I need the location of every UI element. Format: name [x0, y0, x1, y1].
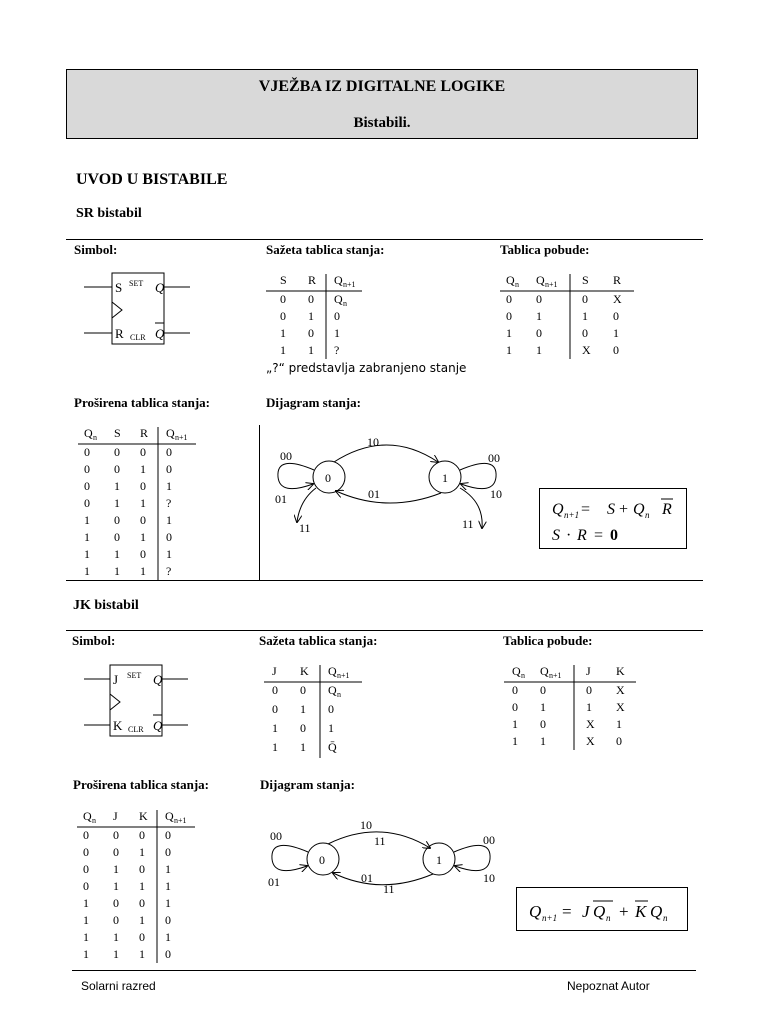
jk-ext-cell-5-2: 1: [139, 913, 145, 927]
jk-ext-cell-5-0: 1: [83, 913, 89, 927]
jk-exc-cell-0-1: 0: [540, 683, 546, 697]
sr-ext-cell-4-3: 1: [166, 513, 172, 527]
sr-ext-cell-6-0: 1: [84, 547, 90, 561]
jk-ext-cell-2-1: 1: [113, 862, 119, 876]
sr-exc-cell-2-2: 0: [582, 326, 588, 340]
jk-compact-cell-3-1: 1: [300, 740, 306, 754]
sr-bottom-rule: [66, 580, 703, 581]
svg-text:10: 10: [490, 487, 502, 501]
sr-exc-cell-2-3: 1: [613, 326, 619, 340]
sr-compact-header-0: S: [280, 273, 287, 287]
sr-ext-cell-2-2: 0: [140, 479, 146, 493]
jk-excitation-label: Tablica pobude:: [503, 633, 593, 648]
svg-text:n+1: n+1: [542, 913, 558, 923]
jk-compact-cell-2-2: 1: [328, 721, 334, 735]
svg-text:R: R: [577, 527, 587, 544]
jk-ext-cell-0-1: 0: [113, 828, 119, 842]
sr-ext-cell-5-3: 0: [166, 530, 172, 544]
sr-exc-cell-0-2: 0: [582, 292, 588, 306]
sr-exc-cell-0-1: 0: [536, 292, 542, 306]
jk-exc-cell-2-2: X: [586, 717, 595, 731]
svg-text:1: 1: [442, 471, 448, 485]
jk-ext-header-1: J: [113, 809, 118, 823]
jk-flipflop-symbol: [84, 662, 194, 742]
svg-text:01: 01: [275, 492, 287, 506]
sr-symbol-r: R: [115, 326, 124, 341]
jk-exc-cell-2-0: 1: [512, 717, 518, 731]
jk-compact-cell-3-0: 1: [272, 740, 278, 754]
sr-compact-header-1: R: [308, 273, 317, 287]
svg-text:01: 01: [268, 875, 280, 889]
jk-ext-cell-4-2: 0: [139, 896, 145, 910]
jk-ext-cell-1-0: 0: [83, 845, 89, 859]
jk-ext-cell-5-3: 0: [165, 913, 171, 927]
sr-ext-header-3: Q: [166, 426, 175, 440]
jk-ext-cell-3-1: 1: [113, 879, 119, 893]
jk-ext-header-3: Q: [165, 809, 174, 823]
svg-text:n: n: [645, 510, 650, 520]
jk-compact-cell-2-1: 0: [300, 721, 306, 735]
sr-extended-label: Proširena tablica stanja:: [74, 395, 211, 410]
sr-ext-cell-4-0: 1: [84, 513, 90, 527]
jk-compact-cell-1-2: 0: [328, 702, 334, 716]
jk-exc-header-sub-0: n: [521, 671, 525, 680]
jk-ext-cell-1-3: 0: [165, 845, 171, 859]
sr-exc-header-2: S: [582, 273, 589, 287]
footer-rule: [72, 970, 696, 971]
jk-ext-cell-6-2: 0: [139, 930, 145, 944]
sr-ext-cell-1-0: 0: [84, 462, 90, 476]
sr-compact-cell-3-0: 1: [280, 343, 286, 357]
jk-compact-header-0: J: [272, 664, 277, 678]
jk-compact-cell-3-2: Q̄: [328, 740, 337, 754]
sr-exc-header-0: Q: [506, 273, 515, 287]
jk-compact-cell-1-1: 1: [300, 702, 306, 716]
jk-top-rule: [66, 630, 703, 631]
sr-ext-cell-6-3: 1: [166, 547, 172, 561]
jk-ext-cell-2-2: 0: [139, 862, 145, 876]
footer-right: Nepoznat Autor: [567, 979, 650, 993]
jk-compact-cell-0-0: 0: [272, 683, 278, 697]
sr-ext-cell-6-2: 0: [140, 547, 146, 561]
jk-heading: JK bistabil: [73, 598, 139, 613]
sr-compact-cell-0-1: 0: [308, 292, 314, 306]
jk-exc-cell-3-2: X: [586, 734, 595, 748]
svg-text:·: ·: [566, 527, 572, 544]
sr-ext-cell-1-3: 0: [166, 462, 172, 476]
svg-text:1: 1: [436, 853, 442, 867]
sr-excitation-table: [496, 272, 646, 364]
sr-compact-cell-2-1: 0: [308, 326, 314, 340]
sr-exc-cell-1-1: 1: [536, 309, 542, 323]
jk-ext-cell-4-3: 1: [165, 896, 171, 910]
svg-text:0: 0: [610, 527, 618, 544]
svg-text:00: 00: [280, 449, 292, 463]
sr-exc-header-1: Q: [536, 273, 545, 287]
jk-ext-cell-7-3: 0: [165, 947, 171, 961]
jk-excitation-table: [498, 663, 648, 755]
svg-text:R: R: [662, 501, 672, 518]
svg-text:Q: Q: [529, 902, 542, 921]
svg-text:S: S: [552, 527, 560, 544]
jk-ext-cell-6-3: 1: [165, 930, 171, 944]
svg-text:n: n: [663, 913, 668, 923]
sr-compact-cell-0-0: 0: [280, 292, 286, 306]
sr-ext-cell-2-3: 1: [166, 479, 172, 493]
jk-ext-header-sub-3: n+1: [174, 816, 187, 825]
jk-exc-cell-1-2: 1: [586, 700, 592, 714]
sr-ext-cell-3-1: 1: [114, 496, 120, 510]
document-subtitle: Bistabili.: [353, 115, 411, 131]
sr-state-diagram: [270, 430, 510, 540]
jk-exc-cell-1-1: 1: [540, 700, 546, 714]
sr-compact-cell-2-0: 1: [280, 326, 286, 340]
sr-exc-cell-1-3: 0: [613, 309, 619, 323]
jk-compact-cell-0-1: 0: [300, 683, 306, 697]
svg-text:K: K: [635, 902, 647, 921]
sr-ext-cell-3-2: 1: [140, 496, 146, 510]
jk-compact-table: [262, 663, 382, 763]
sr-ext-cell-1-2: 1: [140, 462, 146, 476]
svg-text:11: 11: [462, 517, 474, 531]
footer-left: Solarni razred: [81, 979, 156, 993]
svg-text:=: =: [581, 501, 591, 518]
sr-ext-cell-4-2: 0: [140, 513, 146, 527]
sr-flipflop-symbol: [84, 270, 194, 350]
jk-extended-table: [75, 808, 205, 963]
document-title: VJEŽBA IZ DIGITALNE LOGIKE: [258, 78, 506, 95]
jk-ext-cell-5-1: 0: [113, 913, 119, 927]
jk-ext-cell-1-2: 1: [139, 845, 145, 859]
sr-exc-cell-3-2: X: [582, 343, 591, 357]
svg-text:=: =: [562, 902, 572, 921]
jk-symbol-label: Simbol:: [72, 633, 116, 648]
sr-compact-table: [262, 272, 382, 364]
sr-compact-label: Sažeta tablica stanja:: [266, 242, 385, 257]
sr-ext-cell-4-1: 0: [114, 513, 120, 527]
sr-exc-cell-3-0: 1: [506, 343, 512, 357]
sr-symbol-clr: CLR: [130, 333, 146, 342]
svg-text:10: 10: [367, 435, 379, 449]
sr-exc-cell-1-0: 0: [506, 309, 512, 323]
jk-exc-header-2: J: [586, 664, 591, 678]
svg-text:Q: Q: [593, 902, 606, 921]
jk-exc-cell-3-1: 1: [540, 734, 546, 748]
sr-compact-header-2: Q: [334, 273, 343, 287]
sr-symbol-set: SET: [129, 279, 144, 288]
sr-symbol-qbar: Q: [155, 326, 165, 341]
jk-ext-header-sub-0: n: [92, 816, 96, 825]
jk-exc-cell-3-0: 1: [512, 734, 518, 748]
sr-forbidden-note: „?“ predstavlja zabranjeno stanje: [266, 361, 467, 375]
sr-formula-box: [539, 488, 687, 549]
jk-symbol-qbar: Q: [153, 718, 163, 733]
jk-compact-header-sub-2: n+1: [337, 671, 350, 680]
sr-exc-cell-3-1: 1: [536, 343, 542, 357]
sr-exc-cell-2-0: 1: [506, 326, 512, 340]
svg-text:0: 0: [319, 853, 325, 867]
sr-exc-header-sub-1: n+1: [545, 280, 558, 289]
sr-ext-cell-5-0: 1: [84, 530, 90, 544]
jk-ext-cell-7-2: 1: [139, 947, 145, 961]
jk-ext-cell-1-1: 0: [113, 845, 119, 859]
svg-text:11: 11: [299, 521, 311, 535]
sr-ext-cell-0-3: 0: [166, 445, 172, 459]
sr-compact-cell-2-2: 1: [334, 326, 340, 340]
sr-ext-cell-7-3: ?: [166, 564, 172, 578]
jk-ext-cell-0-2: 0: [139, 828, 145, 842]
svg-text:01: 01: [368, 487, 380, 501]
svg-text:00: 00: [483, 833, 495, 847]
jk-exc-cell-0-3: X: [616, 683, 625, 697]
sr-formula: [540, 489, 686, 548]
jk-formula: [517, 888, 687, 930]
svg-text:0: 0: [325, 471, 331, 485]
sr-ext-cell-5-1: 0: [114, 530, 120, 544]
sr-exc-cell-2-1: 0: [536, 326, 542, 340]
sr-exc-cell-0-3: X: [613, 292, 622, 306]
sr-ext-cell-2-1: 1: [114, 479, 120, 493]
jk-exc-header-sub-1: n+1: [549, 671, 562, 680]
jk-compact-cell-0-2: Q: [328, 683, 337, 697]
sr-ext-cell-0-2: 0: [140, 445, 146, 459]
jk-compact-cell-2-0: 1: [272, 721, 278, 735]
sr-exc-cell-0-0: 0: [506, 292, 512, 306]
jk-ext-cell-6-0: 1: [83, 930, 89, 944]
jk-symbol-clr: CLR: [128, 725, 144, 734]
sr-symbol-label: Simbol:: [74, 242, 118, 257]
sr-diagram-label: Dijagram stanja:: [266, 395, 361, 410]
sr-ext-cell-6-1: 1: [114, 547, 120, 561]
jk-exc-cell-3-3: 0: [616, 734, 622, 748]
sr-heading: SR bistabil: [76, 206, 142, 221]
sr-ext-cell-0-0: 0: [84, 445, 90, 459]
svg-text:01: 01: [361, 871, 373, 885]
sr-symbol-q: Q: [155, 280, 165, 295]
svg-text:00: 00: [488, 451, 500, 465]
jk-ext-header-0: Q: [83, 809, 92, 823]
jk-ext-cell-2-3: 1: [165, 862, 171, 876]
sr-ext-cell-2-0: 0: [84, 479, 90, 493]
jk-ext-cell-3-2: 1: [139, 879, 145, 893]
svg-text:Q: Q: [552, 501, 564, 518]
jk-ext-cell-3-3: 1: [165, 879, 171, 893]
svg-text:+: +: [619, 902, 629, 921]
jk-exc-cell-0-0: 0: [512, 683, 518, 697]
title-box: [66, 69, 698, 139]
sr-compact-cell-3-1: 1: [308, 343, 314, 357]
jk-compact-header-1: K: [300, 664, 309, 678]
sr-ext-header-2: R: [140, 426, 149, 440]
jk-symbol-set: SET: [127, 671, 142, 680]
sr-exc-cell-1-2: 1: [582, 309, 588, 323]
sr-ext-cell-1-1: 0: [114, 462, 120, 476]
sr-exc-header-sub-0: n: [515, 280, 519, 289]
jk-exc-cell-1-3: X: [616, 700, 625, 714]
sr-compact-header-sub-2: n+1: [343, 280, 356, 289]
sr-ext-header-sub-0: n: [93, 433, 97, 442]
sr-top-rule: [66, 239, 703, 240]
sr-compact-cell-1-1: 1: [308, 309, 314, 323]
sr-ext-cell-3-3: ?: [166, 496, 172, 510]
jk-state-diagram: [264, 812, 510, 900]
jk-exc-header-3: K: [616, 664, 625, 678]
svg-text:+: +: [619, 501, 629, 518]
jk-ext-cell-0-3: 0: [165, 828, 171, 842]
jk-exc-header-1: Q: [540, 664, 549, 678]
sr-ext-cell-7-1: 1: [114, 564, 120, 578]
jk-ext-cell-0-0: 0: [83, 828, 89, 842]
jk-symbol-q: Q: [153, 672, 163, 687]
svg-text:Q: Q: [650, 902, 663, 921]
sr-ext-cell-5-2: 1: [140, 530, 146, 544]
svg-text:00: 00: [270, 829, 282, 843]
sr-exc-cell-3-3: 0: [613, 343, 619, 357]
sr-compact-cell-1-2: 0: [334, 309, 340, 323]
jk-compact-cell-sub-0-2: n: [337, 690, 341, 699]
sr-ext-cell-0-1: 0: [114, 445, 120, 459]
jk-exc-cell-2-1: 0: [540, 717, 546, 731]
jk-diagram-label: Dijagram stanja:: [260, 777, 355, 792]
svg-text:Q: Q: [633, 501, 645, 518]
sr-ext-header-1: S: [114, 426, 121, 440]
jk-ext-cell-6-1: 1: [113, 930, 119, 944]
sr-exc-header-3: R: [613, 273, 622, 287]
sr-compact-cell-sub-0-2: n: [343, 299, 347, 308]
jk-compact-label: Sažeta tablica stanja:: [259, 633, 378, 648]
sr-ext-header-sub-3: n+1: [175, 433, 188, 442]
sr-ext-cell-7-0: 1: [84, 564, 90, 578]
jk-ext-cell-3-0: 0: [83, 879, 89, 893]
jk-ext-cell-7-1: 1: [113, 947, 119, 961]
sr-column-divider: [259, 425, 260, 580]
svg-text:11: 11: [374, 834, 386, 848]
sr-symbol-s: S: [115, 280, 123, 295]
jk-ext-cell-4-1: 0: [113, 896, 119, 910]
sr-ext-cell-3-0: 0: [84, 496, 90, 510]
jk-ext-header-2: K: [139, 809, 148, 823]
jk-compact-cell-1-0: 0: [272, 702, 278, 716]
sr-extended-table: [76, 425, 206, 580]
intro-heading: UVOD U BISTABILE: [76, 171, 228, 188]
svg-text:10: 10: [360, 818, 372, 832]
svg-text:11: 11: [383, 882, 395, 896]
jk-exc-header-0: Q: [512, 664, 521, 678]
sr-ext-cell-7-2: 1: [140, 564, 146, 578]
jk-extended-label: Proširena tablica stanja:: [73, 777, 210, 792]
jk-exc-cell-1-0: 0: [512, 700, 518, 714]
jk-ext-cell-4-0: 1: [83, 896, 89, 910]
jk-symbol-j: J: [113, 672, 119, 687]
svg-text:=: =: [594, 527, 604, 544]
jk-formula-box: [516, 887, 688, 931]
jk-compact-header-2: Q: [328, 664, 337, 678]
svg-text:10: 10: [483, 871, 495, 885]
svg-text:S: S: [607, 501, 615, 518]
sr-compact-cell-3-2: ?: [334, 343, 340, 357]
svg-text:n+1: n+1: [564, 510, 580, 520]
sr-compact-cell-1-0: 0: [280, 309, 286, 323]
sr-compact-cell-0-2: Q: [334, 292, 343, 306]
sr-excitation-label: Tablica pobude:: [500, 242, 590, 257]
jk-exc-cell-0-2: 0: [586, 683, 592, 697]
jk-exc-cell-2-3: 1: [616, 717, 622, 731]
sr-ext-header-0: Q: [84, 426, 93, 440]
svg-text:n: n: [606, 913, 611, 923]
jk-symbol-k: K: [113, 718, 123, 733]
jk-ext-cell-7-0: 1: [83, 947, 89, 961]
jk-ext-cell-2-0: 0: [83, 862, 89, 876]
svg-text:J: J: [582, 902, 590, 921]
